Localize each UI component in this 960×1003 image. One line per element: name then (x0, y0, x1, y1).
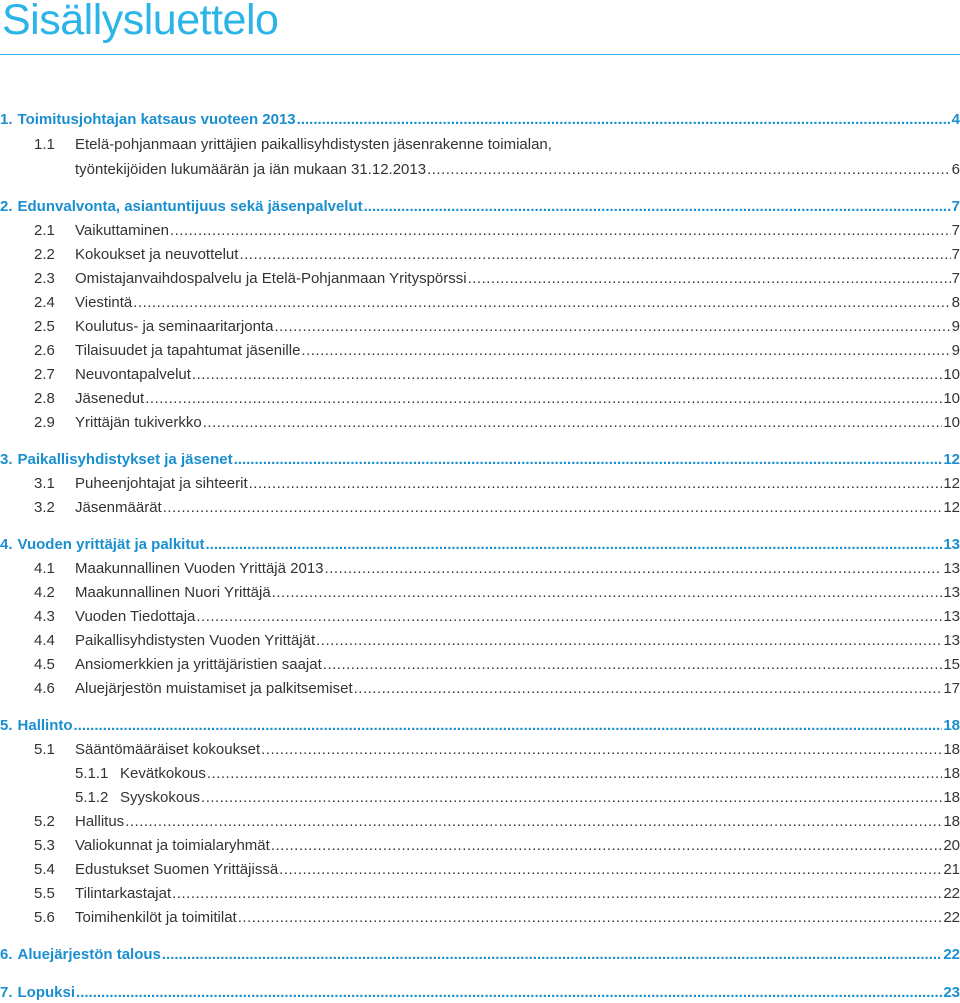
toc-entry-number: 2.2 (34, 246, 55, 263)
toc-entry-title: Aluejärjestön talous (17, 946, 161, 963)
toc-entry-title: Viestintä (75, 294, 133, 311)
toc-page-number: 9 (951, 342, 960, 359)
toc-entry[interactable] (0, 135, 960, 155)
toc-leader-dots (125, 812, 942, 832)
toc-entry[interactable] (0, 389, 960, 409)
toc-page-number: 18 (943, 813, 960, 830)
toc-entry-number: 2.1 (34, 222, 55, 239)
toc-page-number: 18 (943, 717, 960, 734)
toc-page-number: 20 (943, 837, 960, 854)
toc-leader-dots (170, 221, 951, 241)
toc-section-entry[interactable] (0, 110, 960, 130)
toc-entry[interactable] (0, 812, 960, 832)
toc-entry-title: Sääntömääräiset kokoukset (75, 741, 261, 758)
toc-section-entry[interactable] (0, 716, 960, 736)
toc-entry-number: 5.5 (34, 885, 55, 902)
toc-entry[interactable] (0, 498, 960, 518)
toc-leader-dots (133, 293, 950, 313)
toc-page-number: 13 (943, 560, 960, 577)
toc-entry-title: Paikallisyhdistykset ja jäsenet (17, 451, 233, 468)
toc-entry-title: Hallitus (75, 813, 125, 830)
toc-entry-title: Omistajanvaihdospalvelu ja Etelä-Pohjanmaan Yrityspörssi (75, 270, 467, 287)
toc-page-number: 15 (943, 656, 960, 673)
toc-page-number: 22 (943, 885, 960, 902)
toc-entry[interactable] (0, 269, 960, 289)
toc-entry[interactable] (0, 679, 960, 699)
toc-page-number: 6 (951, 161, 960, 178)
toc-entry[interactable] (0, 908, 960, 928)
toc-entry-number: 5.6 (34, 909, 55, 926)
toc-entry[interactable] (0, 293, 960, 313)
toc-entry-title: Puheenjohtajat ja sihteerit (75, 475, 248, 492)
toc-section-entry[interactable] (0, 945, 960, 965)
toc-entry[interactable] (0, 221, 960, 241)
toc-leader-dots (145, 389, 942, 409)
toc-entry-number: 5.1.2 (75, 789, 109, 806)
toc-page-number: 13 (943, 584, 960, 601)
toc-entry-title: Syyskokous (120, 789, 201, 806)
toc-entry[interactable] (0, 764, 960, 784)
toc-page-number: 13 (943, 632, 960, 649)
toc-entry-title: Vuoden yrittäjät ja palkitut (17, 536, 205, 553)
toc-entry-title: Edustukset Suomen Yrittäjissä (75, 861, 279, 878)
toc-entry-title: Kokoukset ja neuvottelut (75, 246, 239, 263)
toc-page-number: 18 (943, 789, 960, 806)
toc-page-number: 23 (943, 984, 960, 1001)
toc-entry-title: Lopuksi (17, 984, 76, 1001)
toc-leader-dots (271, 836, 942, 856)
toc-entry-title: Yrittäjän tukiverkko (75, 414, 202, 431)
toc-page-number: 10 (943, 366, 960, 383)
toc-entry-number: 5.1.1 (75, 765, 109, 782)
toc-page-number: 12 (943, 475, 960, 492)
toc-leader-dots (297, 110, 951, 130)
toc-entry[interactable] (0, 788, 960, 808)
toc-leader-dots (364, 197, 951, 217)
toc-entry-number: 2.6 (34, 342, 55, 359)
toc-leader-dots (427, 160, 951, 180)
toc-page-number: 12 (943, 499, 960, 516)
page-title: Sisällysluettelo (2, 0, 279, 44)
toc-entry[interactable] (0, 365, 960, 385)
toc-entry-number: 4.3 (34, 608, 55, 625)
toc-entry-number: 5.2 (34, 813, 55, 830)
toc-entry[interactable] (0, 631, 960, 651)
toc-section-entry[interactable] (0, 983, 960, 1003)
toc-entry-number: 2.7 (34, 366, 55, 383)
toc-leader-dots (162, 945, 942, 965)
toc-entry-title: Maakunnallinen Nuori Yrittäjä (75, 584, 271, 601)
toc-leader-dots (192, 365, 942, 385)
toc-entry-title: Jäsenmäärät (75, 499, 162, 516)
toc-entry[interactable] (0, 317, 960, 337)
toc-entry-title: Tilintarkastajat (75, 885, 172, 902)
toc-entry[interactable] (0, 341, 960, 361)
toc-entry[interactable] (0, 245, 960, 265)
toc-entry-number: 2.8 (34, 390, 55, 407)
toc-entry-title: Tilaisuudet ja tapahtumat jäsenille (75, 342, 301, 359)
toc-entry-number: 1.1 (34, 136, 55, 153)
toc-entry-title: Aluejärjestön muistamiset ja palkitsemiset (75, 680, 353, 697)
toc-entry[interactable] (0, 884, 960, 904)
toc-page-number: 22 (943, 946, 960, 963)
toc-entry-number: 3. (0, 451, 13, 468)
toc-entry-number: 4.4 (34, 632, 55, 649)
toc-page-number: 8 (951, 294, 960, 311)
toc-entry-title: Edunvalvonta, asiantuntijuus sekä jäsenpalvelut (17, 198, 363, 215)
toc-entry-number: 5.1 (34, 741, 55, 758)
toc-entry-number: 4. (0, 536, 13, 553)
toc-leader-dots (163, 498, 943, 518)
toc-entry-title: Vuoden Tiedottaja (75, 608, 196, 625)
toc-page-number: 7 (951, 270, 960, 287)
toc-entry-title: Jäsenedut (75, 390, 145, 407)
toc-entry-number: 5.4 (34, 861, 55, 878)
toc-entry[interactable] (0, 413, 960, 433)
toc-entry-title: Valiokunnat ja toimialaryhmät (75, 837, 270, 854)
toc-entry-title: Hallinto (17, 717, 73, 734)
toc-section-entry[interactable] (0, 197, 960, 217)
toc-leader-dots (468, 269, 951, 289)
toc-entry-number: 6. (0, 946, 13, 963)
toc-leader-dots (261, 740, 942, 760)
toc-page-number: 12 (943, 451, 960, 468)
toc-entry-title: Maakunnallinen Vuoden Yrittäjä 2013 (75, 560, 324, 577)
toc-entry-title: Toimitusjohtajan katsaus vuoteen 2013 (17, 111, 296, 128)
toc-entry-title: Etelä-pohjanmaan yrittäjien paikallisyhdistysten jäsenrakenne toimialan, (75, 136, 552, 153)
toc-leader-dots (301, 341, 950, 361)
toc-leader-dots (172, 884, 942, 904)
toc-entry-number: 1. (0, 111, 13, 128)
toc-entry[interactable] (0, 583, 960, 603)
toc-leader-dots (201, 788, 942, 808)
toc-leader-dots (206, 535, 943, 555)
toc-entry[interactable] (0, 607, 960, 627)
toc-leader-dots (234, 450, 943, 470)
toc-entry-title: Vaikuttaminen (75, 222, 169, 239)
toc-page-number: 7 (951, 198, 960, 215)
toc-entry[interactable] (0, 160, 960, 180)
toc-entry-title: Ansiomerkkien ja yrittäjäristien saajat (75, 656, 322, 673)
toc-leader-dots (76, 983, 942, 1003)
toc-leader-dots (74, 716, 943, 736)
toc-entry-title: Neuvontapalvelut (75, 366, 191, 383)
toc-entry-number: 2.9 (34, 414, 55, 431)
toc-entry-title: Paikallisyhdistysten Vuoden Yrittäjät (75, 632, 316, 649)
toc-entry-number: 4.1 (34, 560, 55, 577)
toc-page-number: 18 (943, 765, 960, 782)
toc-leader-dots (249, 474, 943, 494)
toc-entry-number: 5.3 (34, 837, 55, 854)
toc-leader-dots (203, 413, 943, 433)
toc-page-number: 10 (943, 390, 960, 407)
toc-leader-dots (323, 655, 943, 675)
toc-entry[interactable] (0, 740, 960, 760)
toc-entry-title: Kevätkokous (120, 765, 206, 782)
toc-leader-dots (354, 679, 943, 699)
toc-page-number: 21 (943, 861, 960, 878)
toc-entry-number: 4.6 (34, 680, 55, 697)
toc-entry-title: Toimihenkilöt ja toimitilat (75, 909, 237, 926)
toc-entry[interactable] (0, 860, 960, 880)
toc-section-entry[interactable] (0, 450, 960, 470)
toc-entry-number: 2. (0, 198, 13, 215)
toc-page-number: 10 (943, 414, 960, 431)
toc-leader-dots (325, 559, 943, 579)
toc-entry-title: Koulutus- ja seminaaritarjonta (75, 318, 274, 335)
toc-page-number: 22 (943, 909, 960, 926)
toc-entry-title: työntekijöiden lukumäärän ja iän mukaan 31.12.2013 (75, 161, 427, 178)
toc-entry-number: 4.2 (34, 584, 55, 601)
toc-entry-number: 2.5 (34, 318, 55, 335)
toc-entry[interactable] (0, 474, 960, 494)
toc-entry-number: 2.4 (34, 294, 55, 311)
toc-leader-dots (238, 908, 943, 928)
toc-section-entry[interactable] (0, 535, 960, 555)
toc-page-number: 13 (943, 536, 960, 553)
toc-page-number: 7 (951, 222, 960, 239)
toc-entry-number: 3.2 (34, 499, 55, 516)
toc-leader-dots (274, 317, 950, 337)
toc-entry-number: 4.5 (34, 656, 55, 673)
toc-leader-dots (239, 245, 950, 265)
toc-page-number: 13 (943, 608, 960, 625)
title-divider (0, 54, 960, 55)
toc-page-number: 18 (943, 741, 960, 758)
toc-leader-dots (279, 860, 942, 880)
toc-entry-number: 3.1 (34, 475, 55, 492)
toc-page-number: 4 (951, 111, 960, 128)
toc-entry-number: 7. (0, 984, 13, 1001)
toc-page-number: 17 (943, 680, 960, 697)
toc-leader-dots (196, 607, 942, 627)
toc-page-number: 7 (951, 246, 960, 263)
toc-entry-number: 2.3 (34, 270, 55, 287)
toc-leader-dots (316, 631, 942, 651)
toc-entry[interactable] (0, 559, 960, 579)
toc-entry-number: 5. (0, 717, 13, 734)
toc-leader-dots (207, 764, 942, 784)
toc-leader-dots (272, 583, 943, 603)
toc-entry[interactable] (0, 655, 960, 675)
toc-page-number: 9 (951, 318, 960, 335)
toc-entry[interactable] (0, 836, 960, 856)
